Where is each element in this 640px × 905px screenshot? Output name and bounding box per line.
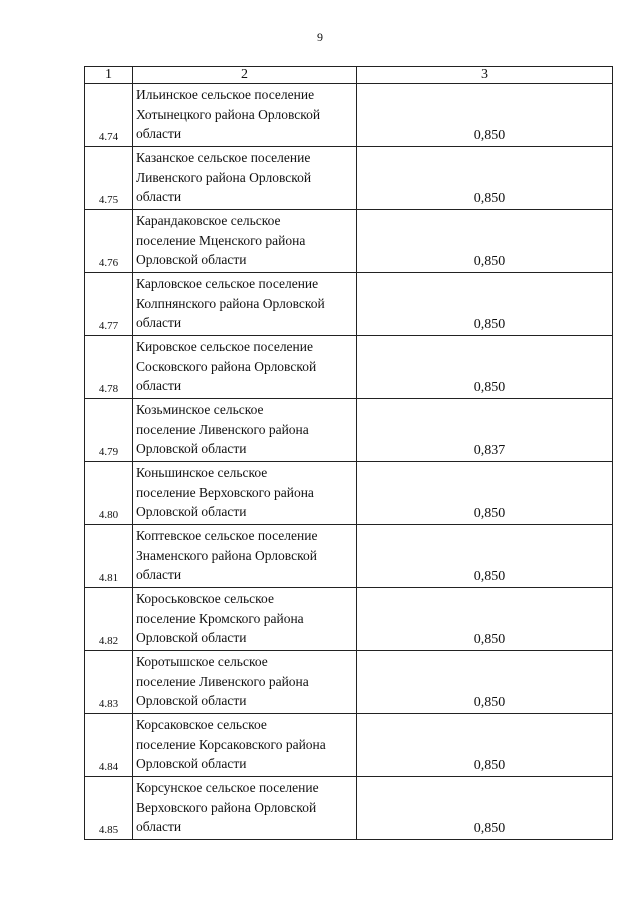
settlement-name <box>133 84 357 147</box>
settlement-name-line: Кировское сельское поселение <box>136 339 313 354</box>
table-row <box>85 336 613 399</box>
settlement-name-line: Казанское сельское поселение <box>136 150 311 165</box>
table-row <box>85 651 613 714</box>
row-number: 4.76 <box>85 210 133 273</box>
settlement-name-line: поселение Ливенского района <box>136 673 309 689</box>
coefficient-value: 0,837 <box>357 399 613 462</box>
settlement-name-line: поселение Ливенского района <box>136 421 309 437</box>
coefficient-value: 0,850 <box>357 273 613 336</box>
coefficient-value: 0,850 <box>357 714 613 777</box>
settlement-name-line: области <box>136 567 182 583</box>
settlement-name-line: Карандаковское сельское <box>136 213 281 228</box>
settlement-name-line: Верховского района Орловской <box>136 799 317 815</box>
settlement-name-line: Ильинское сельское поселение <box>136 87 315 102</box>
settlement-name <box>133 714 357 777</box>
coefficient-value: 0,850 <box>357 210 613 273</box>
settlement-name <box>133 147 357 210</box>
settlement-name-line: поселение Корсаковского района <box>136 736 326 752</box>
table-row <box>85 462 613 525</box>
row-number: 4.81 <box>85 525 133 588</box>
table-body <box>85 84 613 840</box>
settlement-name <box>133 336 357 399</box>
row-number: 4.77 <box>85 273 133 336</box>
settlement-name-line: Орловской области <box>136 252 247 268</box>
settlement-name-line: Ливенского района Орловской <box>136 169 312 185</box>
table-header-row <box>85 67 613 84</box>
table-row <box>85 714 613 777</box>
settlement-name-line: Хотынецкого района Орловской <box>136 106 321 122</box>
table-row <box>85 84 613 147</box>
settlement-name-line: Орловской области <box>136 756 247 772</box>
settlement-name <box>133 651 357 714</box>
settlement-name-line: области <box>136 126 182 142</box>
settlement-name-line: области <box>136 315 182 331</box>
settlement-name-line: Корсаковское сельское <box>136 717 267 732</box>
settlement-name-line: Орловской области <box>136 441 247 457</box>
row-number: 4.85 <box>85 777 133 840</box>
settlement-name-line: Колпнянского района Орловской <box>136 295 325 311</box>
row-number: 4.74 <box>85 84 133 147</box>
coefficient-value: 0,850 <box>357 777 613 840</box>
settlement-name <box>133 210 357 273</box>
row-number: 4.79 <box>85 399 133 462</box>
settlement-name <box>133 588 357 651</box>
row-number: 4.84 <box>85 714 133 777</box>
data-table <box>84 66 613 840</box>
row-number: 4.83 <box>85 651 133 714</box>
settlement-name-line: Знаменского района Орловской <box>136 547 317 563</box>
page-number: 9 <box>317 30 323 44</box>
settlement-name-line: Орловской области <box>136 630 247 646</box>
coefficient-value: 0,850 <box>357 84 613 147</box>
coefficient-value: 0,850 <box>357 588 613 651</box>
coefficient-value: 0,850 <box>357 336 613 399</box>
table-row <box>85 399 613 462</box>
header-col-1: 1 <box>85 67 133 84</box>
coefficient-value: 0,850 <box>357 462 613 525</box>
table-row <box>85 525 613 588</box>
coefficient-value: 0,850 <box>357 525 613 588</box>
settlement-name-line: Коньшинское сельское <box>136 465 268 480</box>
row-number: 4.75 <box>85 147 133 210</box>
settlement-name-line: поселение Верховского района <box>136 484 314 500</box>
settlement-name-line: Корсунское сельское поселение <box>136 780 319 795</box>
settlement-name <box>133 525 357 588</box>
row-number: 4.78 <box>85 336 133 399</box>
settlement-name-line: Сосковского района Орловской <box>136 358 317 374</box>
table-row <box>85 588 613 651</box>
header-col-3: 3 <box>357 67 613 84</box>
table-row <box>85 273 613 336</box>
settlement-name-line: области <box>136 819 182 835</box>
settlement-name-line: области <box>136 378 182 394</box>
row-number: 4.82 <box>85 588 133 651</box>
settlement-name-line: Короськовское сельское <box>136 591 274 606</box>
settlement-name-line: Козьминское сельское <box>136 402 264 417</box>
table-row <box>85 210 613 273</box>
settlement-name-line: Орловской области <box>136 693 247 709</box>
settlement-name-line: Коротышское сельское <box>136 654 268 669</box>
settlement-name-line: области <box>136 189 182 205</box>
row-number: 4.80 <box>85 462 133 525</box>
coefficient-value: 0,850 <box>357 651 613 714</box>
settlement-name <box>133 399 357 462</box>
table-row <box>85 777 613 840</box>
settlement-name-line: поселение Мценского района <box>136 232 306 248</box>
settlement-name <box>133 777 357 840</box>
coefficient-value: 0,850 <box>357 147 613 210</box>
header-col-2: 2 <box>133 67 357 84</box>
settlement-name-line: Коптевское сельское поселение <box>136 528 318 543</box>
settlement-name-line: поселение Кромского района <box>136 610 304 626</box>
settlement-name-line: Орловской области <box>136 504 247 520</box>
table-row <box>85 147 613 210</box>
settlement-name <box>133 273 357 336</box>
settlement-name-line: Карловское сельское поселение <box>136 276 319 291</box>
settlement-name <box>133 462 357 525</box>
